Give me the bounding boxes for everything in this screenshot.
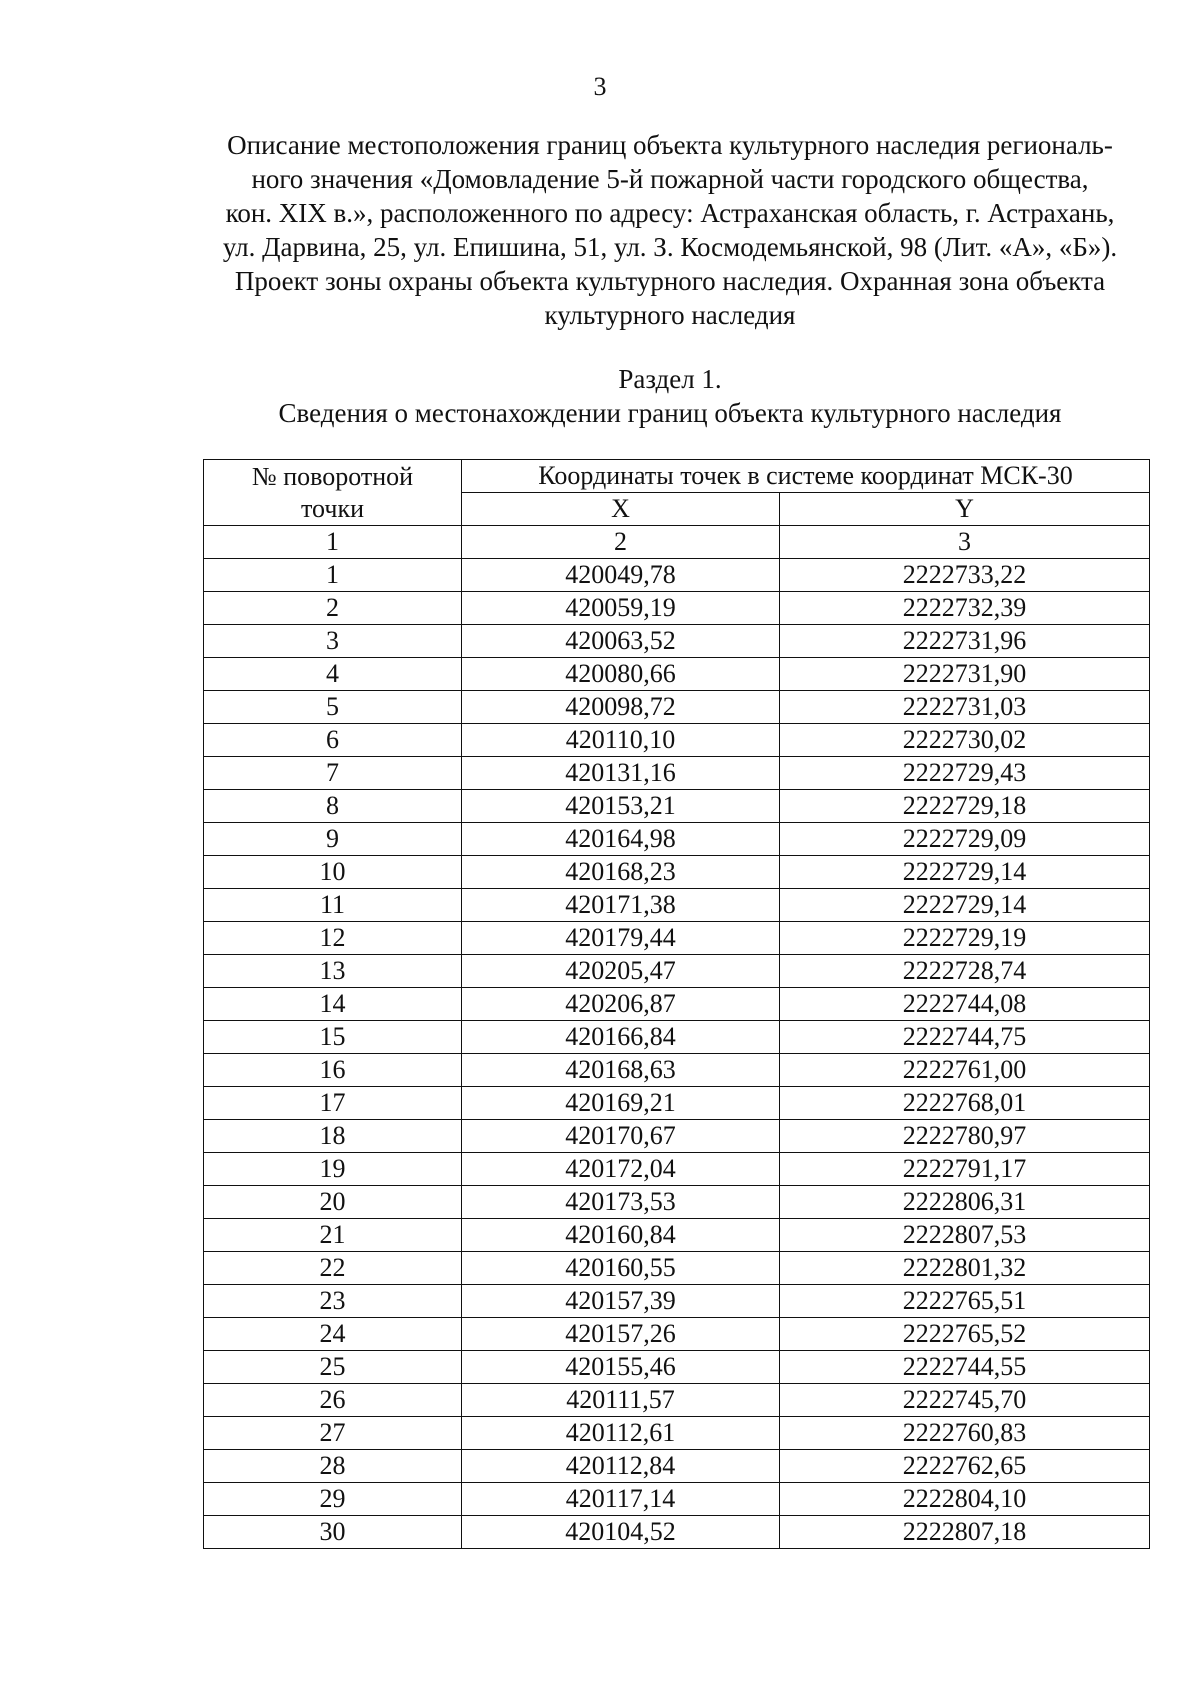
table-row [204, 1120, 1150, 1153]
y-coordinate-cell: 2222791,17 [780, 1153, 1150, 1186]
point-number-cell: 16 [204, 1054, 462, 1087]
x-coordinate-cell: 420131,16 [462, 757, 780, 790]
point-number-cell: 22 [204, 1252, 462, 1285]
table-row [204, 559, 1150, 592]
y-coordinate-cell: 2222807,18 [780, 1516, 1150, 1549]
table-row [204, 724, 1150, 757]
point-number-cell: 23 [204, 1285, 462, 1318]
point-number-cell: 28 [204, 1450, 462, 1483]
table-row [204, 1186, 1150, 1219]
x-coordinate-cell: 420112,61 [462, 1417, 780, 1450]
header-point-line1: № поворотной [251, 461, 414, 491]
x-coordinate-cell: 420205,47 [462, 955, 780, 988]
y-coordinate-cell: 2222729,18 [780, 790, 1150, 823]
x-coordinate-cell: 420173,53 [462, 1186, 780, 1219]
point-number-cell: 12 [204, 922, 462, 955]
y-coordinate-cell: 2222731,96 [780, 625, 1150, 658]
table-row [204, 1219, 1150, 1252]
table-row [204, 1483, 1150, 1516]
point-number-cell: 19 [204, 1153, 462, 1186]
y-coordinate-cell: 2222744,75 [780, 1021, 1150, 1054]
x-coordinate-cell: 420160,55 [462, 1252, 780, 1285]
y-coordinate-cell: 2222804,10 [780, 1483, 1150, 1516]
point-number-cell: 8 [204, 790, 462, 823]
x-coordinate-cell: 420169,21 [462, 1087, 780, 1120]
point-number-cell: 15 [204, 1021, 462, 1054]
x-coordinate-cell: 420172,04 [462, 1153, 780, 1186]
table-row [204, 1351, 1150, 1384]
point-number-cell: 9 [204, 823, 462, 856]
table-row [204, 1021, 1150, 1054]
column-number-1: 1 [204, 526, 462, 559]
point-number-cell: 18 [204, 1120, 462, 1153]
header-point-line2: точки [301, 493, 364, 523]
y-coordinate-cell: 2222765,52 [780, 1318, 1150, 1351]
table-row [204, 1054, 1150, 1087]
point-number-cell: 25 [204, 1351, 462, 1384]
point-number-cell: 1 [204, 559, 462, 592]
point-number-cell: 26 [204, 1384, 462, 1417]
y-coordinate-cell: 2222733,22 [780, 559, 1150, 592]
title-line: ного значения «Домовладение 5-й пожарной части городского общества, [251, 164, 1089, 194]
y-coordinate-cell: 2222730,02 [780, 724, 1150, 757]
point-number-cell: 3 [204, 625, 462, 658]
header-x: X [462, 493, 780, 526]
y-coordinate-cell: 2222780,97 [780, 1120, 1150, 1153]
title-line: культурного наследия [544, 300, 796, 330]
point-number-cell: 10 [204, 856, 462, 889]
y-coordinate-cell: 2222731,03 [780, 691, 1150, 724]
point-number-cell: 13 [204, 955, 462, 988]
x-coordinate-cell: 420155,46 [462, 1351, 780, 1384]
table-row [204, 922, 1150, 955]
point-number-cell: 30 [204, 1516, 462, 1549]
y-coordinate-cell: 2222806,31 [780, 1186, 1150, 1219]
table-row [204, 658, 1150, 691]
table-row [204, 1516, 1150, 1549]
table-row [204, 1153, 1150, 1186]
table-row [204, 1285, 1150, 1318]
y-coordinate-cell: 2222760,83 [780, 1417, 1150, 1450]
x-coordinate-cell: 420049,78 [462, 559, 780, 592]
table-row [204, 1252, 1150, 1285]
x-coordinate-cell: 420171,38 [462, 889, 780, 922]
x-coordinate-cell: 420206,87 [462, 988, 780, 1021]
table-row [204, 889, 1150, 922]
point-number-cell: 29 [204, 1483, 462, 1516]
y-coordinate-cell: 2222744,55 [780, 1351, 1150, 1384]
table-row [204, 1450, 1150, 1483]
point-number-cell: 4 [204, 658, 462, 691]
table-row [204, 757, 1150, 790]
table-row [204, 1417, 1150, 1450]
column-number-3: 3 [780, 526, 1150, 559]
point-number-cell: 14 [204, 988, 462, 1021]
x-coordinate-cell: 420157,26 [462, 1318, 780, 1351]
point-number-cell: 24 [204, 1318, 462, 1351]
section-title: Сведения о местонахождении границ объекта культурного наследия [278, 398, 1062, 428]
table-row [204, 988, 1150, 1021]
header-coordinates: Координаты точек в системе координат МСК-30 [462, 460, 1150, 493]
x-coordinate-cell: 420153,21 [462, 790, 780, 823]
y-coordinate-cell: 2222761,00 [780, 1054, 1150, 1087]
x-coordinate-cell: 420059,19 [462, 592, 780, 625]
x-coordinate-cell: 420160,84 [462, 1219, 780, 1252]
title-line: ул. Дарвина, 25, ул. Епишина, 51, ул. З. Космодемьянской, 98 (Лит. «А», «Б»). [222, 232, 1118, 262]
point-number-cell: 27 [204, 1417, 462, 1450]
title-line: кон. XIX в.», расположенного по адресу: Астраханская область, г. Астрахань, [225, 198, 1115, 228]
y-coordinate-cell: 2222765,51 [780, 1285, 1150, 1318]
y-coordinate-cell: 2222807,53 [780, 1219, 1150, 1252]
point-number-cell: 11 [204, 889, 462, 922]
table-body [204, 559, 1150, 1549]
x-coordinate-cell: 420112,84 [462, 1450, 780, 1483]
table-row [204, 1318, 1150, 1351]
x-coordinate-cell: 420117,14 [462, 1483, 780, 1516]
y-coordinate-cell: 2222729,14 [780, 889, 1150, 922]
y-coordinate-cell: 2222729,19 [780, 922, 1150, 955]
table-row [204, 1384, 1150, 1417]
y-coordinate-cell: 2222762,65 [780, 1450, 1150, 1483]
y-coordinate-cell: 2222729,43 [780, 757, 1150, 790]
x-coordinate-cell: 420179,44 [462, 922, 780, 955]
table-row [204, 856, 1150, 889]
table-row [204, 1087, 1150, 1120]
y-coordinate-cell: 2222745,70 [780, 1384, 1150, 1417]
x-coordinate-cell: 420098,72 [462, 691, 780, 724]
title-line: Описание местоположения границ объекта культурного наследия региональ- [227, 130, 1113, 160]
point-number-cell: 6 [204, 724, 462, 757]
y-coordinate-cell: 2222729,14 [780, 856, 1150, 889]
coordinates-table [203, 459, 1150, 1549]
table-row [204, 955, 1150, 988]
point-number-cell: 2 [204, 592, 462, 625]
header-point-number [204, 460, 462, 526]
header-y: Y [780, 493, 1150, 526]
table-row [204, 625, 1150, 658]
x-coordinate-cell: 420170,67 [462, 1120, 780, 1153]
page-number: 3 [593, 72, 607, 101]
x-coordinate-cell: 420104,52 [462, 1516, 780, 1549]
x-coordinate-cell: 420157,39 [462, 1285, 780, 1318]
x-coordinate-cell: 420111,57 [462, 1384, 780, 1417]
table-row [204, 592, 1150, 625]
section-heading [180, 362, 1160, 430]
y-coordinate-cell: 2222801,32 [780, 1252, 1150, 1285]
document-title [180, 128, 1160, 332]
section-label: Раздел 1. [618, 364, 722, 394]
point-number-cell: 20 [204, 1186, 462, 1219]
table-row [204, 691, 1150, 724]
x-coordinate-cell: 420166,84 [462, 1021, 780, 1054]
title-line: Проект зоны охраны объекта культурного наследия. Охранная зона объекта [234, 266, 1106, 296]
x-coordinate-cell: 420080,66 [462, 658, 780, 691]
x-coordinate-cell: 420110,10 [462, 724, 780, 757]
y-coordinate-cell: 2222768,01 [780, 1087, 1150, 1120]
point-number-cell: 5 [204, 691, 462, 724]
point-number-cell: 7 [204, 757, 462, 790]
x-coordinate-cell: 420168,23 [462, 856, 780, 889]
x-coordinate-cell: 420164,98 [462, 823, 780, 856]
column-number-2: 2 [462, 526, 780, 559]
x-coordinate-cell: 420168,63 [462, 1054, 780, 1087]
y-coordinate-cell: 2222732,39 [780, 592, 1150, 625]
x-coordinate-cell: 420063,52 [462, 625, 780, 658]
y-coordinate-cell: 2222744,08 [780, 988, 1150, 1021]
y-coordinate-cell: 2222728,74 [780, 955, 1150, 988]
table-row [204, 790, 1150, 823]
point-number-cell: 17 [204, 1087, 462, 1120]
y-coordinate-cell: 2222729,09 [780, 823, 1150, 856]
point-number-cell: 21 [204, 1219, 462, 1252]
y-coordinate-cell: 2222731,90 [780, 658, 1150, 691]
table-row [204, 823, 1150, 856]
